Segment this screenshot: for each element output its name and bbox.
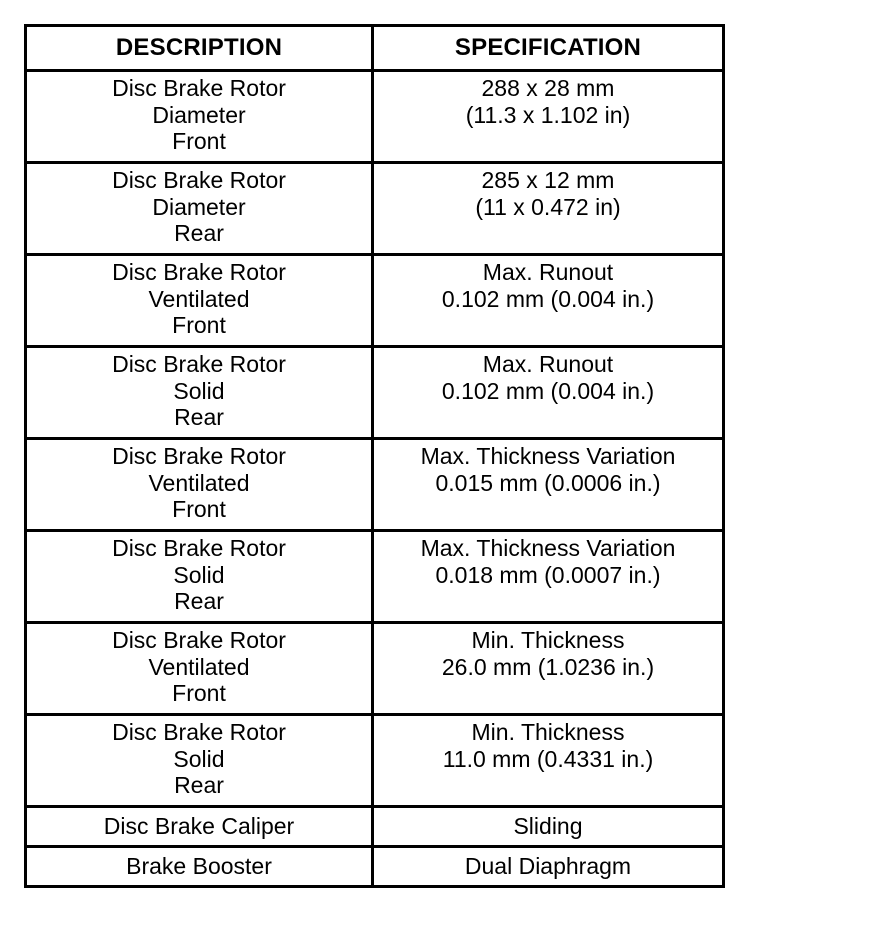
specification-cell xyxy=(373,439,724,531)
specification-cell xyxy=(373,807,724,847)
description-cell xyxy=(26,847,373,887)
specification-cell xyxy=(373,623,724,715)
description-text: Disc Brake Rotor Solid Rear xyxy=(112,535,286,614)
table-row xyxy=(26,347,724,439)
specification-cell xyxy=(373,163,724,255)
specification-text: Sliding xyxy=(513,813,583,840)
table-row xyxy=(26,163,724,255)
description-text: Disc Brake Rotor Ventilated Front xyxy=(112,443,286,522)
specification-text: Min. Thickness 26.0 mm (1.0236 in.) xyxy=(441,627,655,680)
description-text: Disc Brake Rotor Solid Rear xyxy=(112,351,286,430)
table-header-row xyxy=(26,26,724,71)
table-row xyxy=(26,531,724,623)
table-row xyxy=(26,715,724,807)
specification-text: Max. Thickness Variation 0.018 mm (0.0007 in.) xyxy=(420,535,676,588)
column-header-description: DESCRIPTION xyxy=(26,26,373,71)
specification-cell xyxy=(373,255,724,347)
description-text: Brake Booster xyxy=(126,853,272,880)
description-text: Disc Brake Rotor Diameter Front xyxy=(112,75,286,154)
description-cell xyxy=(26,807,373,847)
description-text: Disc Brake Rotor Ventilated Front xyxy=(112,627,286,706)
specification-text: Max. Runout 0.102 mm (0.004 in.) xyxy=(441,259,655,312)
description-text: Disc Brake Rotor Solid Rear xyxy=(112,719,286,798)
description-text: Disc Brake Rotor Ventilated Front xyxy=(112,259,286,338)
specification-text: Dual Diaphragm xyxy=(464,853,632,880)
specification-text: Max. Runout 0.102 mm (0.004 in.) xyxy=(441,351,655,404)
table-row xyxy=(26,807,724,847)
description-cell xyxy=(26,255,373,347)
table-row xyxy=(26,439,724,531)
description-cell xyxy=(26,347,373,439)
table-row xyxy=(26,71,724,163)
description-cell xyxy=(26,163,373,255)
specification-text: Min. Thickness 11.0 mm (0.4331 in.) xyxy=(442,719,654,772)
specification-text: 285 x 12 mm (11 x 0.472 in) xyxy=(475,167,621,220)
table-row xyxy=(26,847,724,887)
description-cell xyxy=(26,715,373,807)
brake-specification-table xyxy=(24,24,725,888)
description-text: Disc Brake Rotor Diameter Rear xyxy=(112,167,286,246)
specification-cell xyxy=(373,531,724,623)
description-text: Disc Brake Caliper xyxy=(103,813,295,840)
table-row xyxy=(26,255,724,347)
specification-cell xyxy=(373,847,724,887)
description-cell xyxy=(26,531,373,623)
specification-cell xyxy=(373,347,724,439)
specification-text: Max. Thickness Variation 0.015 mm (0.0006 in.) xyxy=(420,443,676,496)
column-header-specification: SPECIFICATION xyxy=(373,26,724,71)
specification-text: 288 x 28 mm (11.3 x 1.102 in) xyxy=(465,75,631,128)
specification-cell xyxy=(373,71,724,163)
table-row xyxy=(26,623,724,715)
description-cell xyxy=(26,71,373,163)
description-cell xyxy=(26,623,373,715)
description-cell xyxy=(26,439,373,531)
specification-cell xyxy=(373,715,724,807)
